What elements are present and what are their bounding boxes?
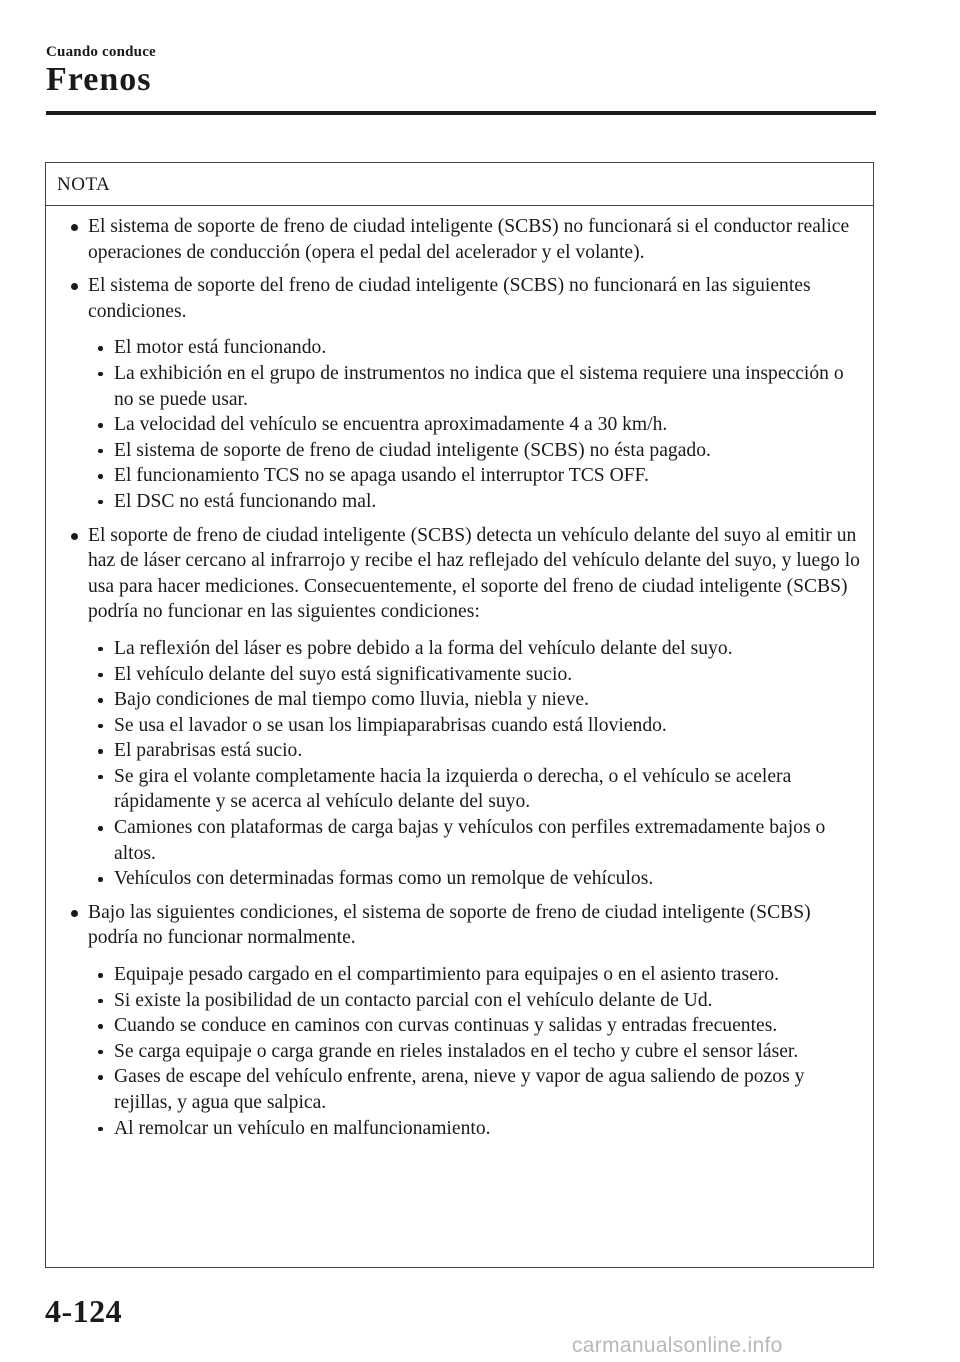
sub-item-text: El sistema de soporte de freno de ciudad inteligente (SCBS) no ésta pagado. — [114, 439, 711, 461]
sub-bullet-icon — [98, 423, 103, 428]
note-item — [56, 523, 863, 892]
page-title: Frenos — [46, 61, 152, 98]
sub-item-text: Gases de escape del vehículo enfrente, arena, nieve y vapor de agua saliendo de pozos y rejillas, y agua que salpica. — [114, 1066, 805, 1113]
sub-bullet-icon — [98, 1127, 103, 1132]
sub-item — [88, 988, 863, 1014]
sub-item-text: Se usa el lavador o se usan los limpiaparabrisas cuando está lloviendo. — [114, 714, 667, 736]
sub-item — [88, 1116, 863, 1142]
sub-item — [88, 463, 863, 489]
sub-item-text: Cuando se conduce en caminos con curvas continuas y salidas y entradas frecuentes. — [114, 1015, 778, 1037]
sub-bullet-icon — [98, 749, 103, 754]
note-item-text: El sistema de soporte de freno de ciudad inteligente (SCBS) no funcionará si el conductor realice operaciones de conducción (opera el pedal del acelerador y el volante). — [88, 216, 850, 263]
sub-list — [88, 636, 863, 892]
sub-item — [88, 738, 863, 764]
note-body — [46, 206, 873, 1141]
sub-item — [88, 438, 863, 464]
bullet-icon — [71, 283, 78, 290]
sub-bullet-icon — [98, 775, 103, 780]
sub-bullet-icon — [98, 826, 103, 831]
sub-bullet-icon — [98, 1075, 103, 1080]
sub-bullet-icon — [98, 449, 103, 454]
sub-bullet-icon — [98, 999, 103, 1004]
sub-item — [88, 962, 863, 988]
watermark: carmanualsonline.info — [572, 1334, 783, 1357]
note-box — [45, 162, 874, 1268]
page-number: 4-124 — [45, 1293, 123, 1329]
sub-item — [88, 866, 863, 892]
sub-item-text: El DSC no está funcionando mal. — [114, 490, 377, 512]
sub-item — [88, 687, 863, 713]
sub-item — [88, 1039, 863, 1065]
bullet-icon — [71, 910, 78, 917]
sub-bullet-icon — [98, 1050, 103, 1055]
sub-bullet-icon — [98, 973, 103, 978]
note-item — [56, 273, 863, 514]
bullet-icon — [71, 533, 78, 540]
sub-list — [88, 335, 863, 514]
sub-bullet-icon — [98, 673, 103, 678]
title-divider — [46, 111, 876, 115]
sub-item-text: Equipaje pesado cargado en el compartimiento para equipajes o en el asiento trasero. — [114, 964, 780, 986]
sub-item-text: Si existe la posibilidad de un contacto parcial con el vehículo delante de Ud. — [114, 989, 713, 1011]
note-heading: NOTA — [46, 163, 873, 206]
bullet-icon — [71, 224, 78, 231]
sub-item — [88, 636, 863, 662]
sub-item — [88, 764, 863, 815]
note-item-text: El sistema de soporte del freno de ciudad inteligente (SCBS) no funcionará en las siguientes condiciones. — [88, 275, 811, 322]
sub-item — [88, 412, 863, 438]
sub-item-text: El funcionamiento TCS no se apaga usando el interruptor TCS OFF. — [114, 465, 649, 487]
note-item-text: Bajo las siguientes condiciones, el sistema de soporte de freno de ciudad inteligente (SCBS) podría no funcionar normalmente. — [88, 901, 811, 949]
sub-item — [88, 1064, 863, 1115]
sub-item-text: La reflexión del láser es pobre debido a la forma del vehículo delante del suyo. — [114, 637, 733, 659]
sub-item — [88, 489, 863, 515]
sub-item-text: Se carga equipaje o carga grande en rieles instalados en el techo y cubre el sensor láser. — [114, 1040, 799, 1062]
sub-bullet-icon — [98, 500, 103, 505]
sub-item — [88, 1013, 863, 1039]
sub-bullet-icon — [98, 647, 103, 652]
sub-item — [88, 361, 863, 412]
sub-item — [88, 662, 863, 688]
sub-item — [88, 335, 863, 361]
sub-item-text: La exhibición en el grupo de instrumentos no indica que el sistema requiere una inspección o no se puede usar. — [114, 362, 844, 410]
note-item — [56, 900, 863, 1141]
sub-bullet-icon — [98, 698, 103, 703]
sub-bullet-icon — [98, 346, 103, 351]
section-label: Cuando conduce — [46, 44, 156, 60]
sub-bullet-icon — [98, 1024, 103, 1029]
sub-item — [88, 815, 863, 866]
sub-item-text: Se gira el volante completamente hacia la izquierda o derecha, o el vehículo se acelera rápidamente y se acerca al vehículo delante del suyo. — [114, 765, 792, 813]
sub-item-text: Vehículos con determinadas formas como un remolque de vehículos. — [114, 868, 654, 890]
sub-bullet-icon — [98, 724, 103, 729]
sub-item-text: La velocidad del vehículo se encuentra aproximadamente 4 a 30 km/h. — [114, 414, 668, 436]
note-item — [56, 214, 863, 265]
sub-list — [88, 962, 863, 1141]
sub-item-text: Camiones con plataformas de carga bajas y vehículos con perfiles extremadamente bajos o altos. — [114, 817, 826, 864]
sub-item-text: El vehículo delante del suyo está significativamente sucio. — [114, 663, 573, 685]
sub-bullet-icon — [98, 474, 103, 479]
sub-item-text: El parabrisas está sucio. — [114, 740, 303, 762]
sub-bullet-icon — [98, 372, 103, 377]
sub-item-text: Al remolcar un vehículo en malfuncionamiento. — [114, 1117, 491, 1139]
sub-item — [88, 713, 863, 739]
sub-bullet-icon — [98, 877, 103, 882]
note-item-text: El soporte de freno de ciudad inteligente (SCBS) detecta un vehículo delante del suyo al emitir un haz de láser cercano al infrarrojo y recibe el haz reflejado del vehículo delante del suyo, y luego lo usa para hacer mediciones. Consecuentemente, el soporte del freno de ciudad inteligente (SCBS) podría no funcionar en las siguientes condiciones: — [88, 524, 860, 623]
sub-item-text: Bajo condiciones de mal tiempo como lluvia, niebla y nieve. — [114, 689, 590, 711]
sub-item-text: El motor está funcionando. — [114, 337, 327, 359]
